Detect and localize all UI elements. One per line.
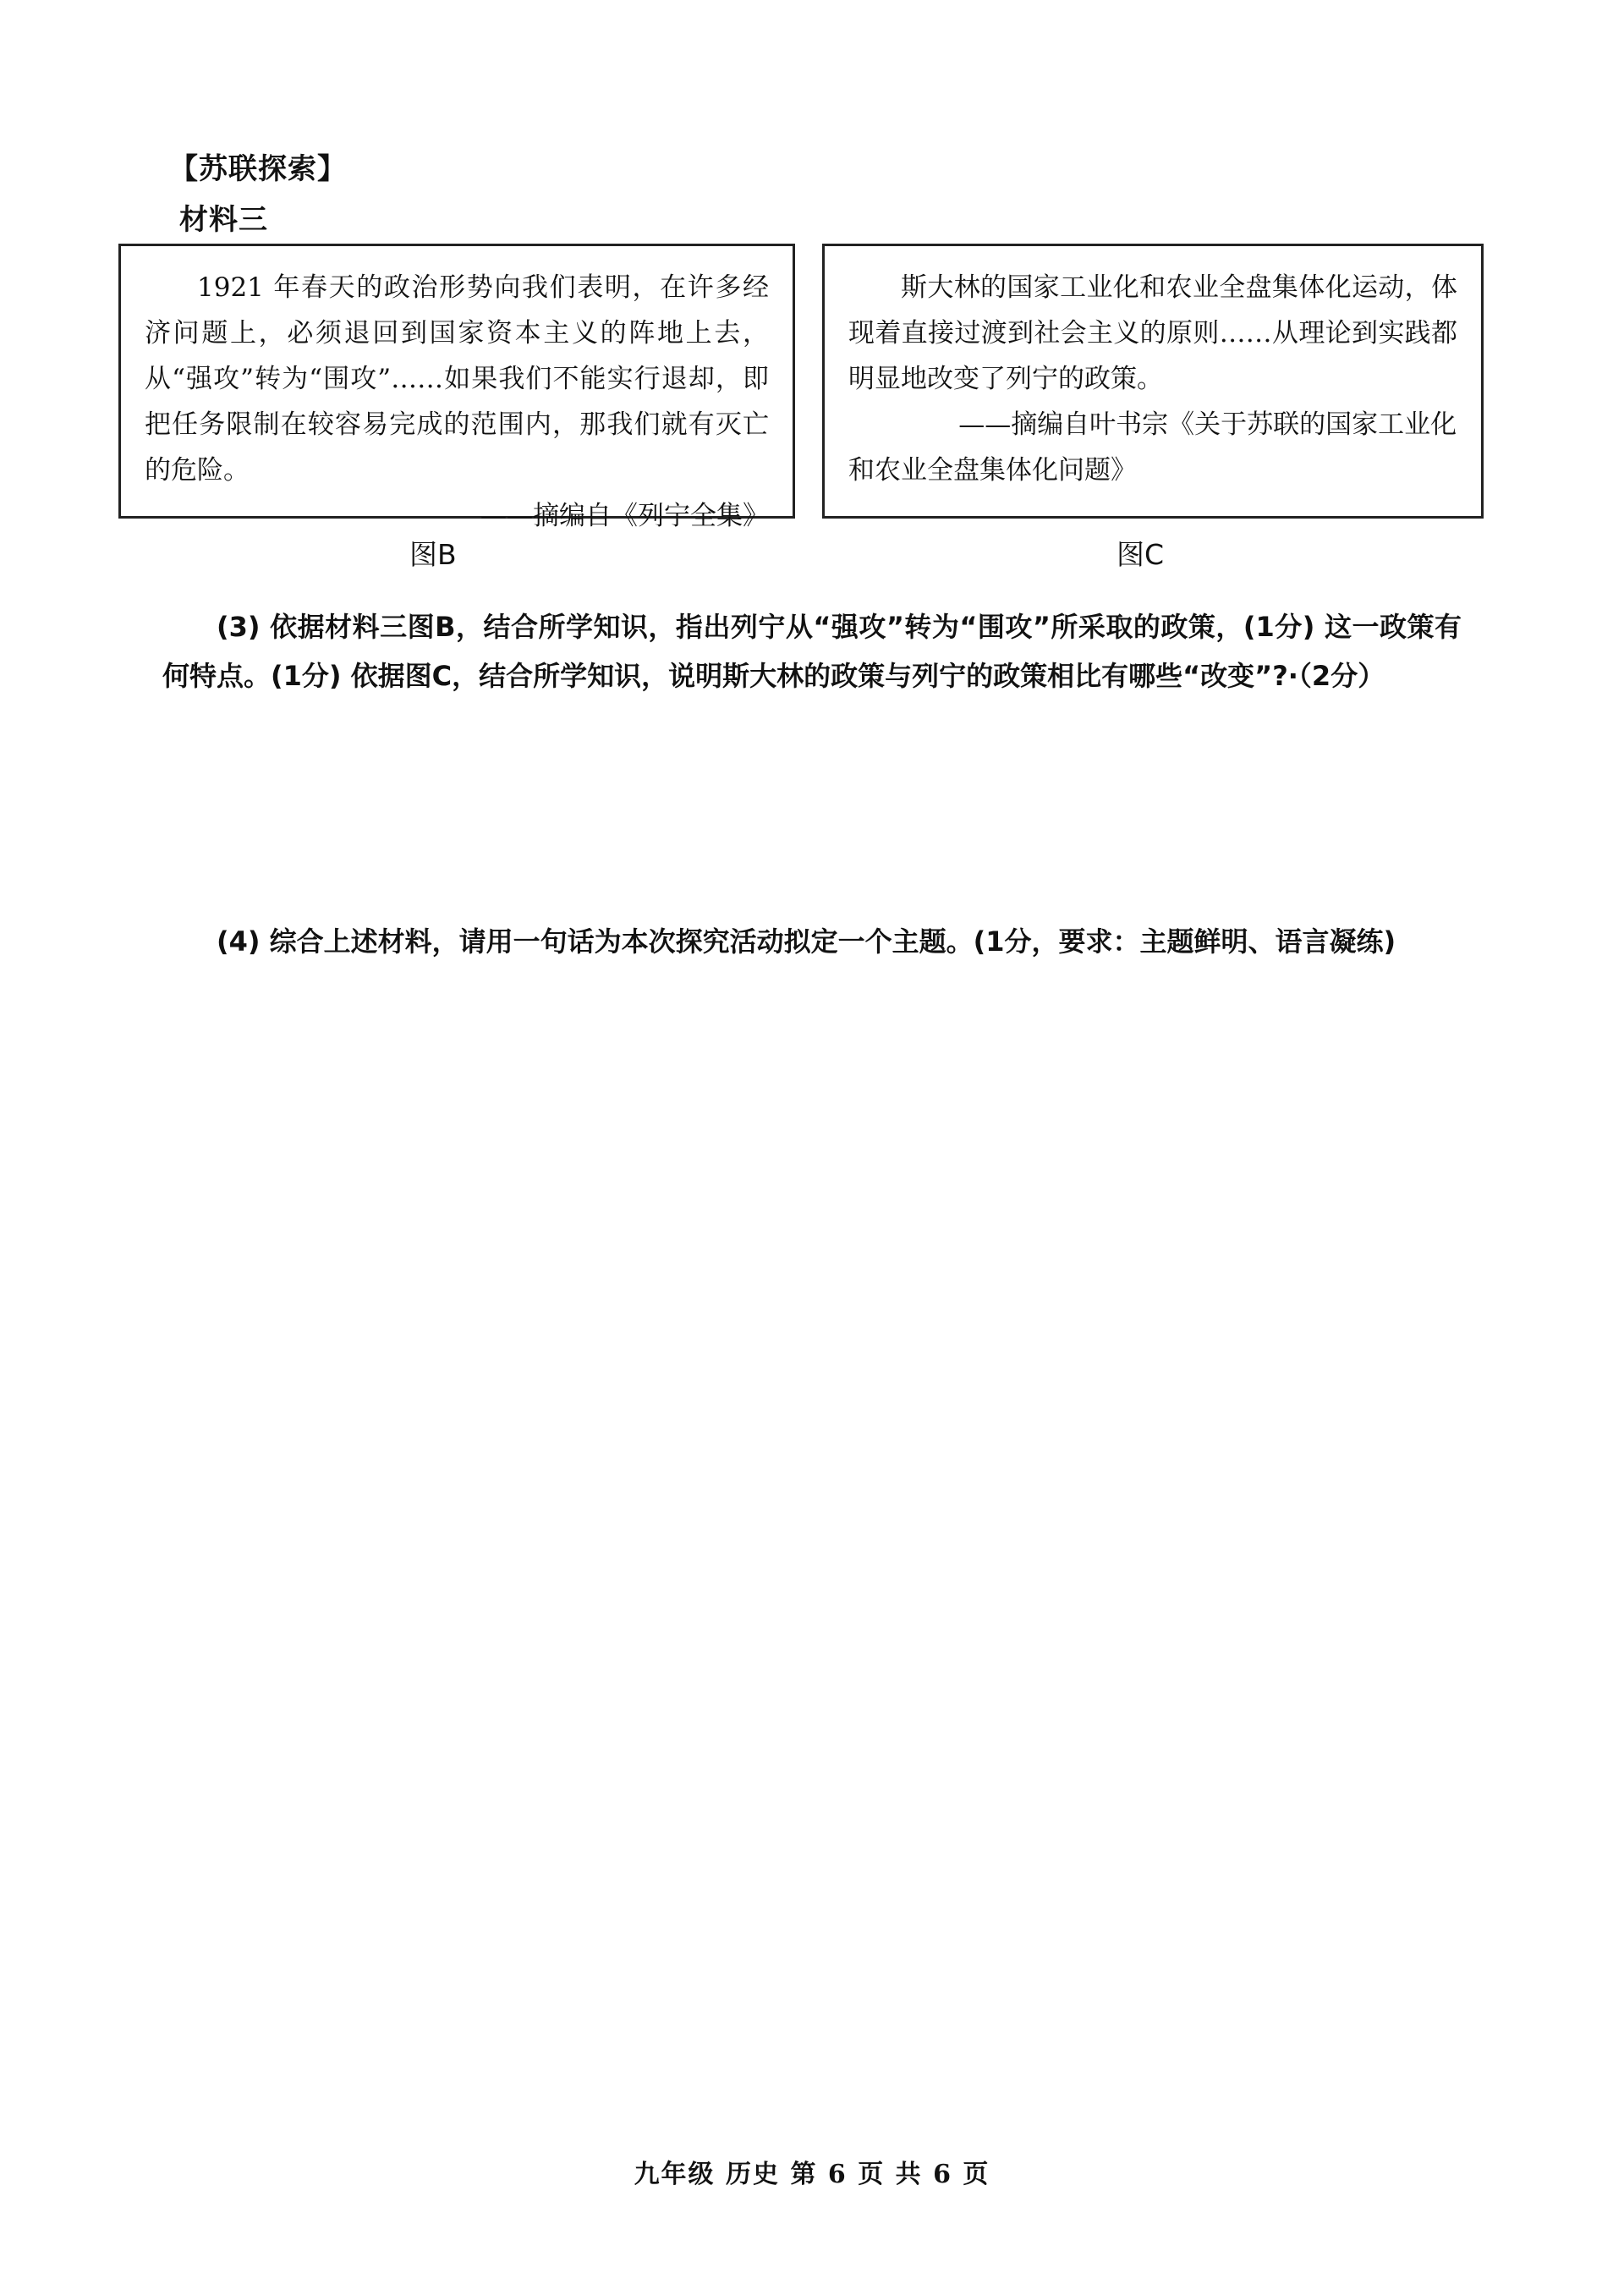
source-c-text: 斯大林的国家工业化和农业全盘集体化运动，体现着直接过渡到社会主义的原则……从理论到实践都明显地改变了列宁的政策。 xyxy=(848,272,1457,394)
figure-c-caption: 图C xyxy=(1116,538,1165,571)
source-box-c xyxy=(822,244,1484,519)
question-3: (3) 依据材料三图B，结合所学知识，指出列宁从“强攻”转为“围攻”所采取的政策，(1分) 这一政策有何特点。(1分) 依据图C，结合所学知识，说明斯大林的政策与列宁的政策相比有哪些“改变”?·（2分） xyxy=(162,611,1462,692)
section-title: 【苏联探索】 xyxy=(169,152,347,186)
figure-b-caption: 图B xyxy=(409,538,457,571)
question-4: (4) 综合上述材料，请用一句话为本次探究活动拟定一个主题。(1分，要求：主题鲜明、语言凝练) xyxy=(217,925,1396,958)
source-c-attribution: ——摘编自叶书宗《关于苏联的国家工业化和农业全盘集体化问题》 xyxy=(848,409,1457,486)
page-footer: 九年级 历史 第 6 页 共 6 页 xyxy=(634,2160,990,2189)
source-box-b xyxy=(118,244,795,531)
source-b-text: 1921 年春天的政治形势向我们表明，在许多经济问题上，必须退回到国家资本主义的阵地上去，从“强攻”转为“围攻”……如果我们不能实行退却，即把任务限制在较容易完成的范围内，那我们就有灭亡的危险。 xyxy=(145,272,769,486)
source-b-attribution: ——摘编自《列宁全集》 xyxy=(480,501,769,531)
material-label: 材料三 xyxy=(179,203,268,237)
